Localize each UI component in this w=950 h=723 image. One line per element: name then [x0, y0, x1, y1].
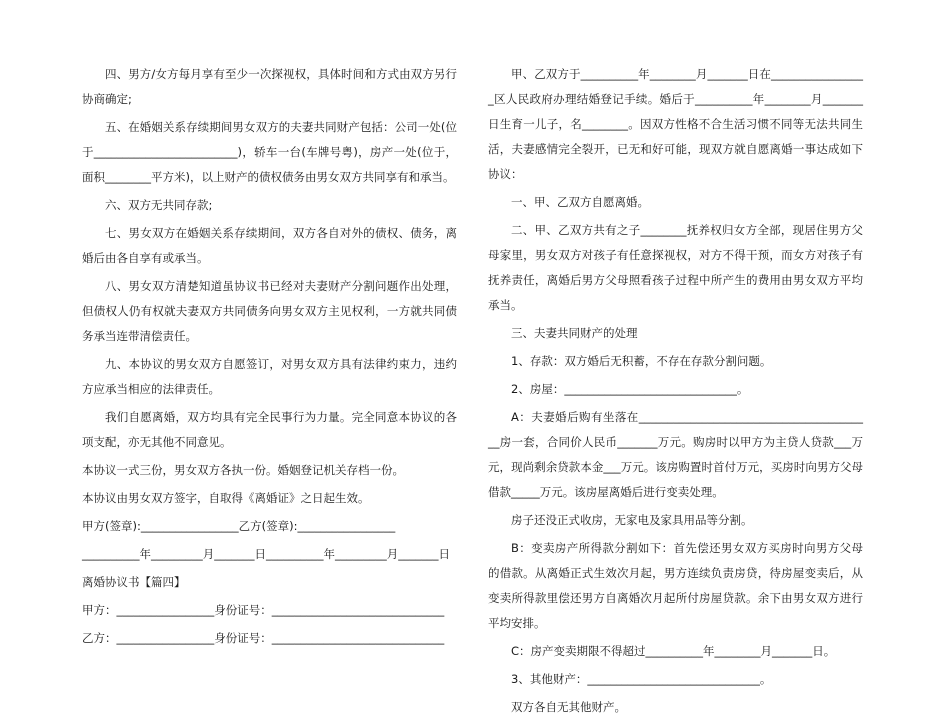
paragraph: 五、在婚姻关系存续期间男女双方的夫妻共同财产包括：公司一处(位于_________________________)，轿车一台(车牌号粤)，房产一处(位于，面积________平方米)，以上财产的债权债务由男女双方共同享有和承当。	[82, 120, 457, 184]
paragraph: 二、甲、乙双方共有之子________抚养权归女方全部，现居住男方父母家里，男女双方对孩子有任意探视权，对方不得干预，而女方对孩子有抚养责任，离婚后男方父母照看孩子过程中所产生的费用由男女双方平均承当。	[488, 223, 863, 312]
paragraph: B：变卖房产所得款分割如下：首先偿还男女双方买房时向男方父母的借款。从离婚正式生效次月起，男方连续负责房贷，待房屋变卖后，从变卖所得款里偿还男方自离婚次月起所付房屋贷款。余下由男女双方进行平均安排。	[488, 541, 863, 630]
paragraph: 八、男女双方清楚知道虽协议书已经对夫妻财产分割问题作出处理，但债权人仍有权就夫妻双方共同债务向男女双方主见权利，一方就共同债务承当连带清偿责任。	[82, 279, 457, 343]
paragraph: 一、甲、乙双方自愿离婚。	[511, 195, 649, 209]
party-a-line: 甲方：_________________身份证号：______________________________	[82, 603, 445, 617]
paragraph: A：夫妻婚后购有坐落在_________________________________________房一套，合同价人民币_______万元。购房时以甲方为主贷人贷款___万元，现尚剩余贷款本金___万元。该房购置时首付万元，买房时向男方父母借款_____万元。该房屋离婚后进行变卖处理。	[488, 410, 863, 499]
paragraph: 2、房屋：______________________________。	[511, 382, 749, 396]
paragraph: 九、本协议的男女双方自愿签订，对男女双方具有法律约束力，违约方应承当相应的法律责任。	[82, 357, 457, 396]
paragraph: 1、存款：双方婚后无积蓄，不存在存款分割问题。	[511, 354, 772, 368]
signature-line: 甲方(签章):_________________乙方(签章):_________________	[82, 519, 396, 533]
left-column	[82, 62, 457, 654]
paragraph: 本协议由男女双方签字，自取得《离婚证》之日起生效。	[82, 491, 370, 505]
right-column	[488, 62, 863, 723]
paragraph: 四、男方/女方每月享有至少一次探视权，具体时间和方式由双方另行协商确定;	[82, 67, 457, 106]
paragraph: 三、夫妻共同财产的处理	[511, 326, 638, 340]
paragraph: 甲、乙双方于__________年________月_______日在_________________区人民政府办理结婚登记手续。婚后于__________年________月_______日生育一儿子，名________。因双方性格不合生活习惯不同等无法共同生活，夫妻感情完全裂开，已无和好可能，现双方就自愿离婚一事达成如下协议：	[488, 67, 863, 181]
party-b-line: 乙方：_________________身份证号：______________________________	[82, 631, 445, 645]
paragraph: 房子还没正式收房，无家电及家具用品等分割。	[511, 513, 753, 527]
paragraph: 双方各自无其他财产。	[511, 700, 626, 714]
paragraph: 七、男女双方在婚姻关系存续期间，双方各自对外的债权、债务，离婚后由各自享有或承当。	[82, 226, 457, 265]
paragraph: 六、双方无共同存款;	[105, 198, 213, 212]
date-line: __________年_________月_______日__________年_________月_______日	[82, 547, 450, 561]
section-heading: 离婚协议书【篇四】	[82, 575, 186, 589]
paragraph: 我们自愿离婚，双方均具有完全民事行为力量。完全同意本协议的各项支配，亦无其他不同意见。	[82, 410, 457, 449]
paragraph: 本协议一式三份，男女双方各执一份。婚姻登记机关存档一份。	[82, 463, 404, 477]
paragraph: 3、其他财产：______________________________。	[511, 672, 772, 686]
paragraph: C：房产变卖期限不得超过__________年________月_______日。	[511, 644, 836, 658]
